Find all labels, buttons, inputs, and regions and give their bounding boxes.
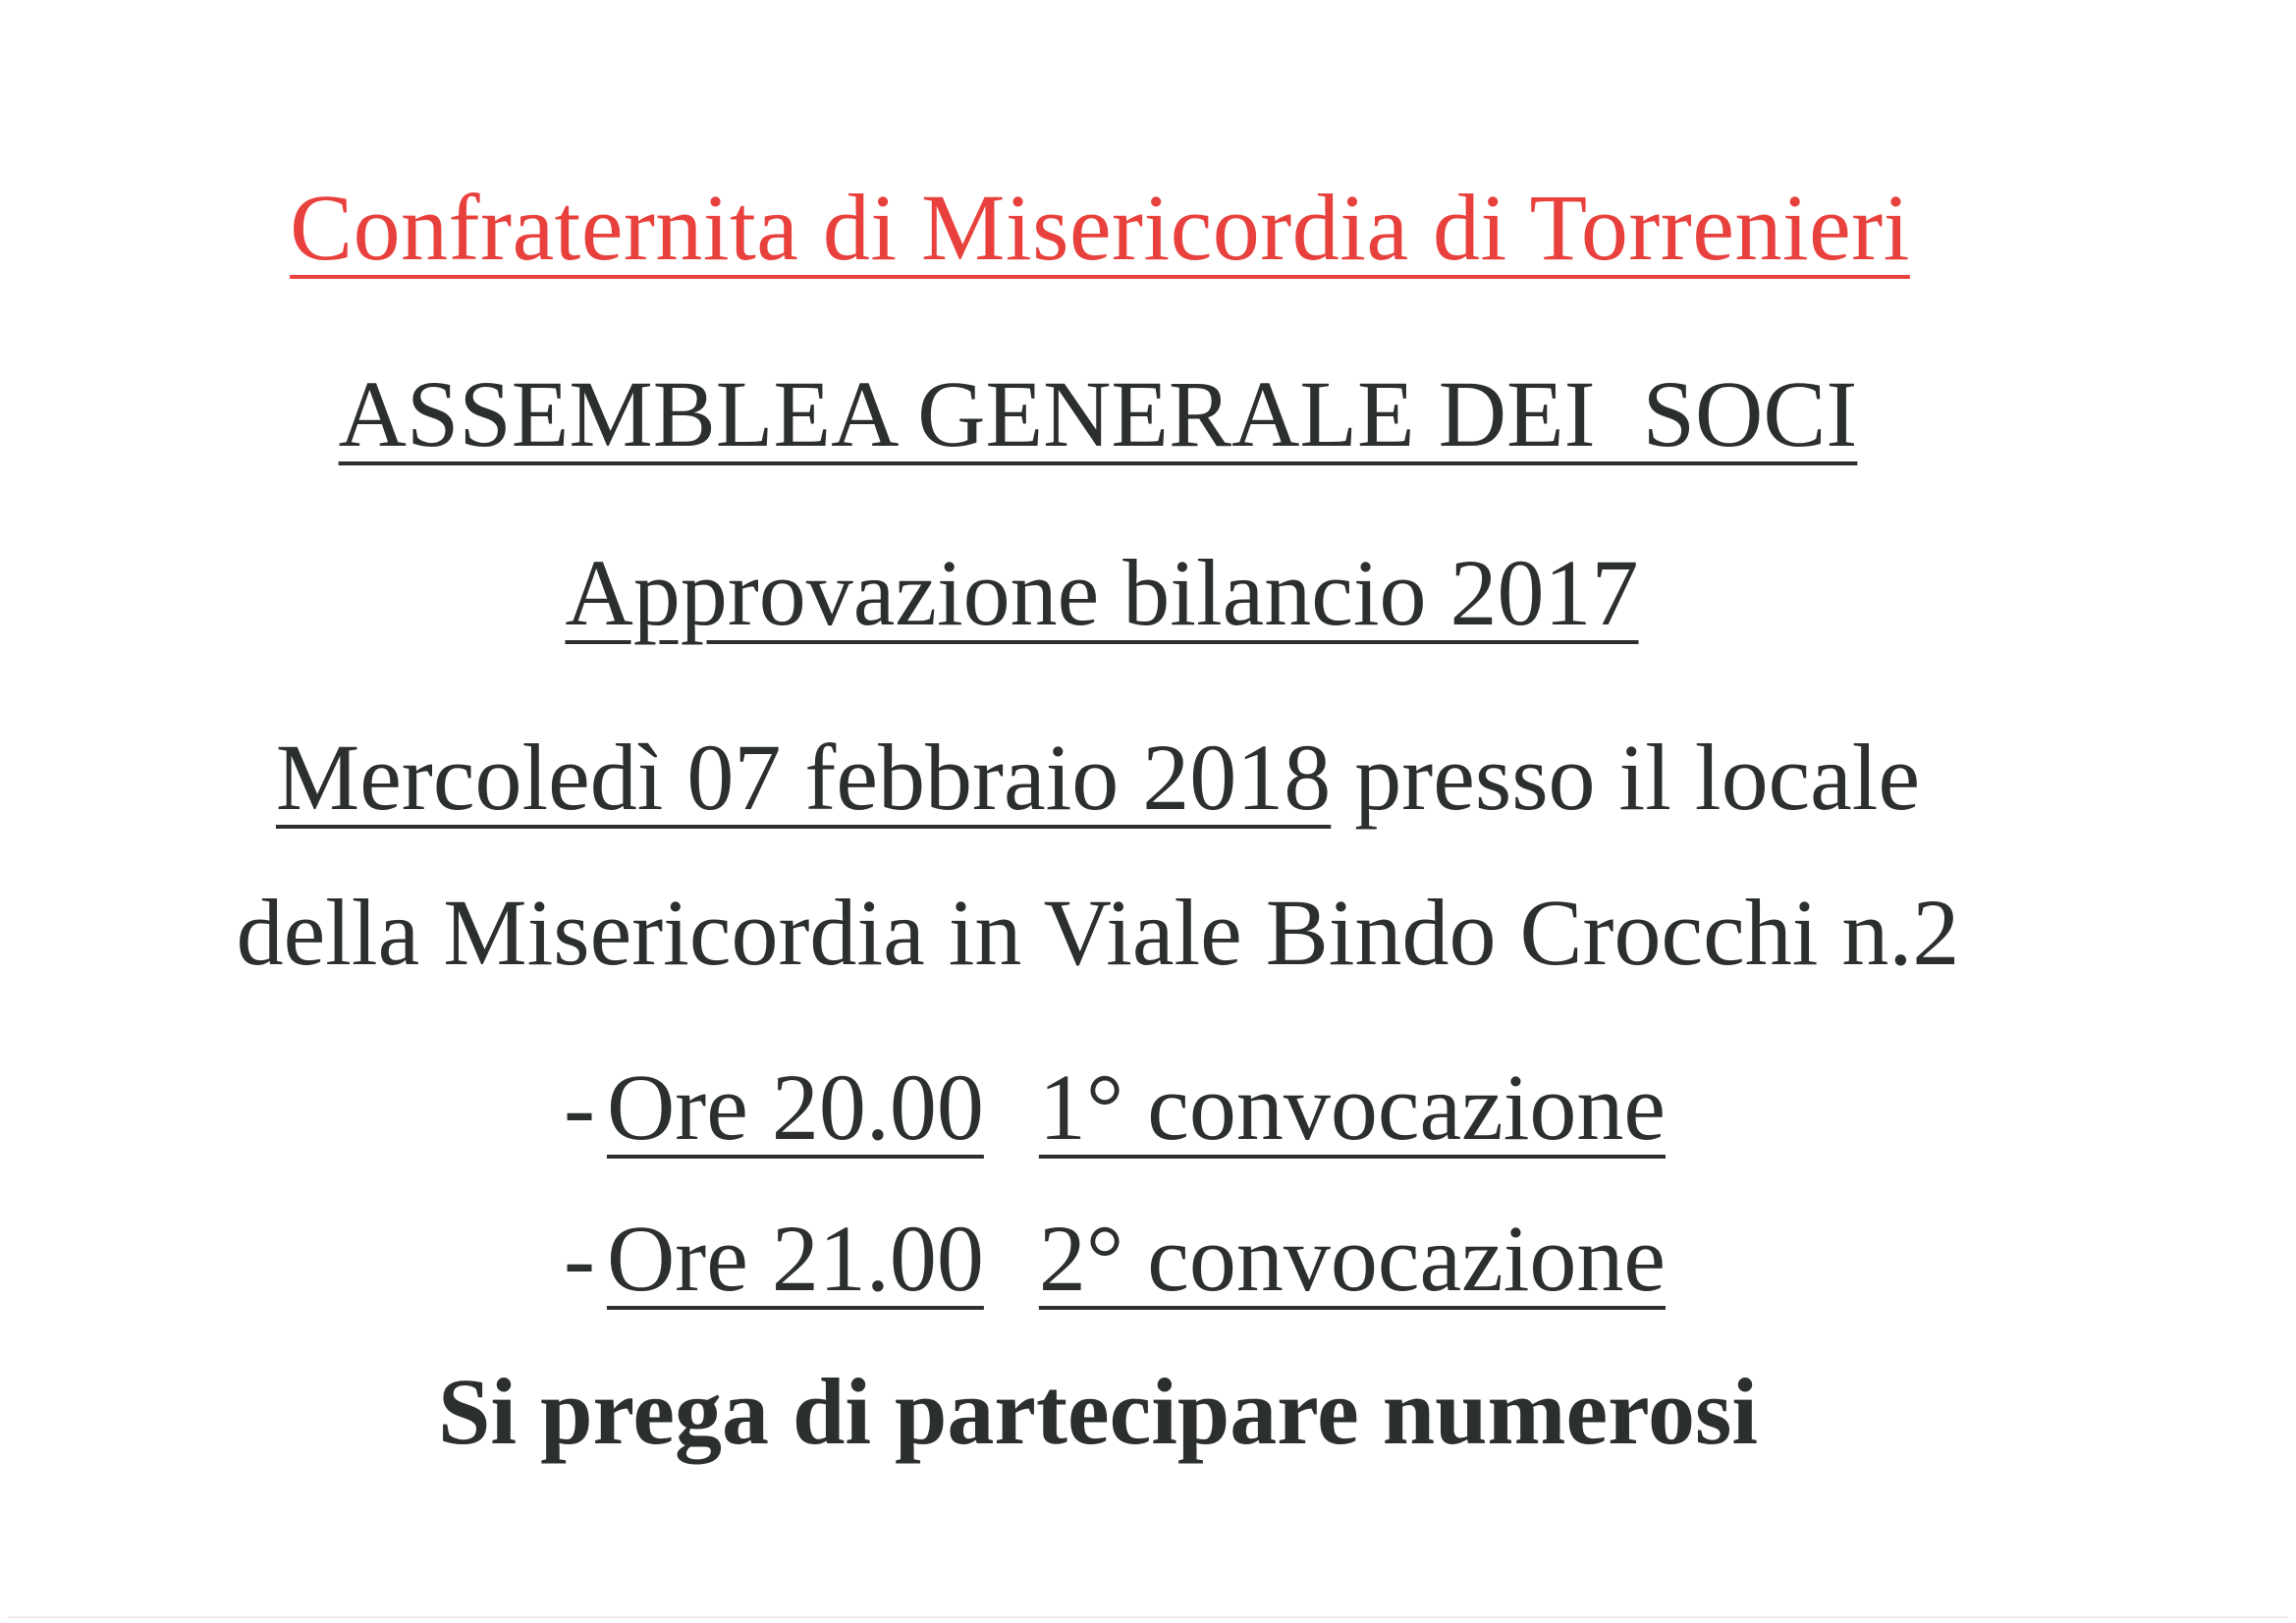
assembly-heading-text: ASSEMBLEA GENERALE DEI SOCI xyxy=(338,361,1858,466)
session-dash: - xyxy=(564,1206,595,1311)
agenda-line xyxy=(0,540,2204,645)
session-time: Ore 21.00 xyxy=(606,1206,984,1311)
session-second-call xyxy=(0,1206,2229,1311)
agenda-text: Approvazione bilancio 2017 xyxy=(565,540,1639,645)
address-line xyxy=(0,880,2196,985)
session-time-label xyxy=(607,1055,1666,1160)
organization-name: Confraternita di Misericordia di Torrenieri xyxy=(290,175,1910,280)
organization-title xyxy=(0,175,2200,280)
closing-appeal xyxy=(0,1359,2196,1464)
location-intro: presso il locale xyxy=(1354,725,1921,830)
meeting-date: Mercoledì 07 febbraio 2018 xyxy=(275,725,1332,830)
session-time-label xyxy=(607,1206,1666,1311)
session-first-call xyxy=(0,1055,2229,1160)
session-label: 1° convocazione xyxy=(1038,1055,1666,1160)
session-label: 2° convocazione xyxy=(1038,1206,1666,1311)
assembly-heading xyxy=(0,361,2196,466)
closing-text: Si prega di partecipare numerosi xyxy=(438,1359,1758,1464)
session-time: Ore 20.00 xyxy=(606,1055,984,1160)
session-dash: - xyxy=(564,1055,595,1160)
date-location-line xyxy=(0,725,2196,830)
scan-edge-line xyxy=(8,1616,2288,1618)
meeting-address: della Misericordia in Viale Bindo Crocchi n.2 xyxy=(236,880,1960,985)
